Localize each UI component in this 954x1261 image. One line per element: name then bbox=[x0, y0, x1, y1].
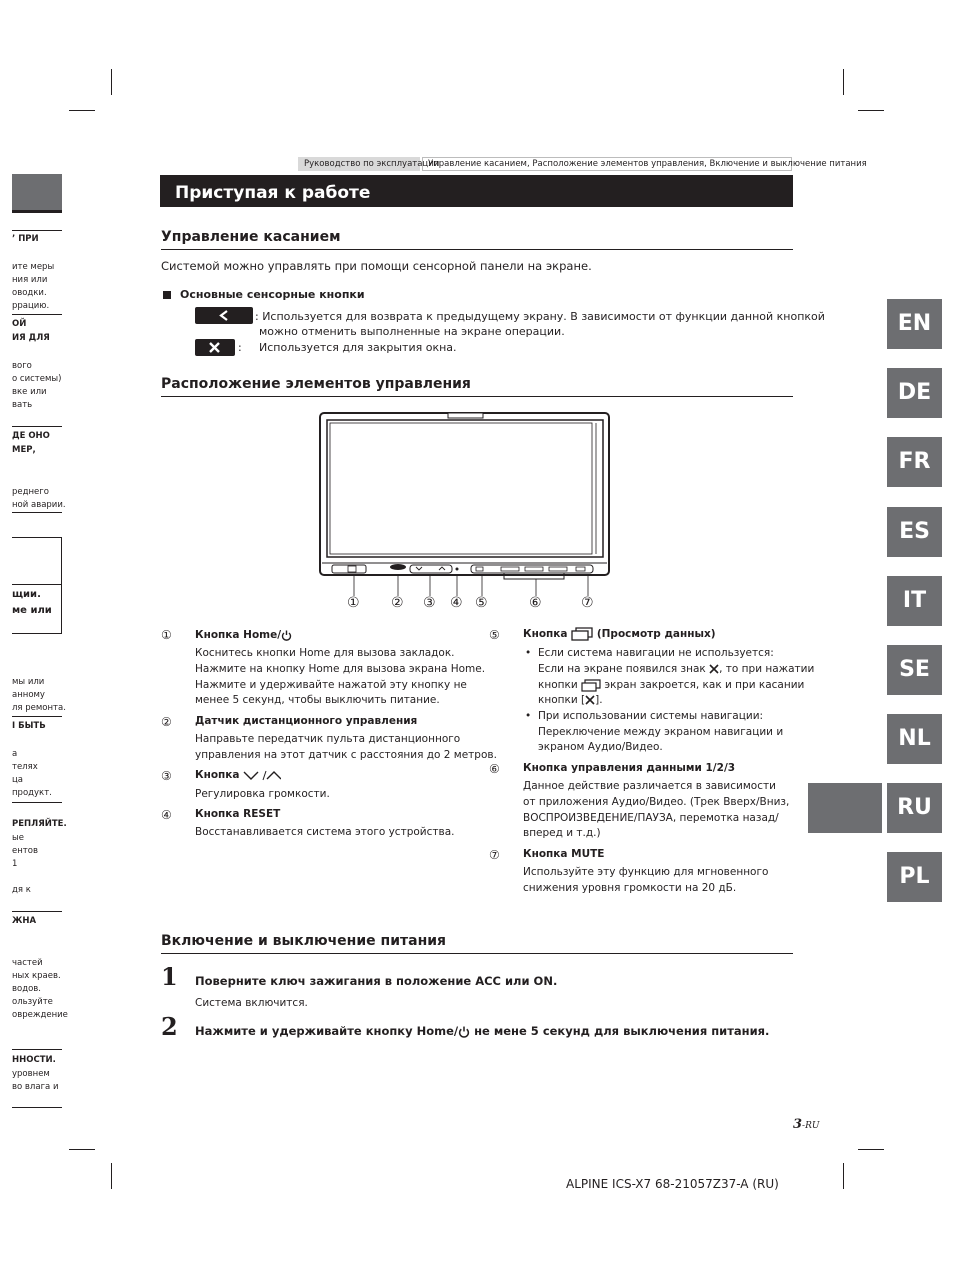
item-title-home bbox=[195, 627, 292, 643]
left-fragment: ользуйте bbox=[12, 997, 53, 1007]
lang-tab-es[interactable]: ES bbox=[887, 507, 942, 557]
lang-tab-se[interactable]: SE bbox=[887, 645, 942, 695]
crop-mark bbox=[858, 110, 884, 111]
left-rule bbox=[12, 512, 62, 513]
left-rule bbox=[12, 911, 62, 912]
footer-model: ALPINE ICS-X7 68-21057Z37-A (RU) bbox=[566, 1177, 779, 1191]
callout-6: ⑥ bbox=[529, 595, 542, 611]
touch-intro: Системой можно управлять при помощи сенсорной панели на экране. bbox=[161, 259, 592, 273]
lang-tab-de[interactable]: DE bbox=[887, 368, 942, 418]
left-fragment: вке или bbox=[12, 387, 47, 397]
item-title-data-control: Кнопка управления данными 1/2/3 bbox=[523, 762, 736, 774]
item-desc: Нажмите на кнопку Home для вызова экрана Home. bbox=[195, 663, 486, 675]
callout-7: ⑦ bbox=[581, 595, 594, 611]
left-fragment: ые bbox=[12, 833, 24, 843]
left-fragment: продукт. bbox=[12, 788, 52, 798]
item-desc bbox=[538, 692, 603, 708]
item-desc: Коснитесь кнопки Home для вызова закладок. bbox=[195, 647, 455, 659]
item-desc-text: Если на экране появился знак bbox=[538, 663, 706, 675]
left-fragment: вать bbox=[12, 400, 33, 410]
left-fragment: о системы) bbox=[12, 374, 62, 384]
item-number: ③ bbox=[161, 769, 172, 783]
item-desc: Если система навигации не используется: bbox=[538, 647, 774, 659]
lang-tab-it[interactable]: IT bbox=[887, 576, 942, 626]
info-display-icon bbox=[581, 679, 601, 692]
item-desc: Переключение между экраном навигации и bbox=[538, 726, 784, 738]
item-desc bbox=[538, 677, 804, 693]
left-rule bbox=[12, 426, 62, 427]
section-heading-power: Включение и выключение питания bbox=[161, 933, 793, 954]
left-fragment: I БЫТЬ bbox=[12, 721, 46, 731]
left-rule bbox=[12, 1049, 62, 1050]
close-x-icon bbox=[709, 664, 719, 674]
crop-mark bbox=[858, 1149, 884, 1150]
left-fragment: мы или bbox=[12, 677, 45, 687]
left-fragment: ИЯ ДЛЯ bbox=[12, 333, 50, 343]
left-fragment: реднего bbox=[12, 487, 49, 497]
left-rule bbox=[12, 230, 62, 231]
page-title: Приступая к работе bbox=[160, 175, 793, 210]
left-fragment: частей bbox=[12, 958, 43, 968]
close-x-icon bbox=[585, 695, 595, 705]
left-fragment: оводки. bbox=[12, 288, 47, 298]
bullet-dot: • bbox=[525, 710, 532, 722]
crop-mark bbox=[111, 69, 112, 95]
left-fragment: щии. bbox=[12, 589, 41, 600]
lang-tab-pl[interactable]: PL bbox=[887, 852, 942, 902]
section-heading-touch: Управление касанием bbox=[161, 229, 793, 250]
left-fragment: ДЕ ОНО bbox=[12, 431, 50, 441]
item-title-mute: Кнопка MUTE bbox=[523, 848, 605, 860]
left-fragment: водов. bbox=[12, 984, 41, 994]
item-title-reset: Кнопка RESET bbox=[195, 808, 281, 820]
item-desc-text: кнопки [ bbox=[538, 694, 586, 706]
step-sub: Система включится. bbox=[195, 997, 308, 1009]
page-number bbox=[793, 1113, 819, 1132]
step-text bbox=[195, 1023, 769, 1039]
item-desc: Восстанавливается система этого устройства. bbox=[195, 826, 455, 838]
close-button-desc: Используется для закрытия окна. bbox=[259, 341, 457, 354]
left-fragment: ной аварии. bbox=[12, 500, 66, 510]
left-fragment: ННОСТИ. bbox=[12, 1055, 56, 1065]
item-number: ④ bbox=[161, 808, 172, 822]
item-desc-text: , то при нажатии bbox=[719, 663, 815, 675]
left-fragment: а bbox=[12, 749, 18, 759]
item-title-sensor: Датчик дистанционного управления bbox=[195, 715, 418, 727]
item-desc: снижения уровня громкости на 20 дБ. bbox=[523, 882, 737, 894]
power-icon bbox=[281, 630, 292, 641]
bullet-square-icon bbox=[163, 291, 171, 299]
left-box bbox=[12, 537, 62, 634]
back-button-desc: : Используется для возврата к предыдущему экрану. В зависимости от функции данной кнопкой bbox=[255, 310, 825, 323]
crop-mark bbox=[843, 1163, 844, 1189]
volume-down-up-icon bbox=[243, 770, 281, 781]
crop-mark bbox=[69, 110, 95, 111]
item-title-text-2: (Просмотр данных) bbox=[596, 628, 716, 640]
left-fragment: ите меры bbox=[12, 262, 55, 272]
crop-mark bbox=[111, 1163, 112, 1189]
lang-tab-ru[interactable]: RU bbox=[887, 783, 942, 833]
item-desc: ВОСПРОИЗВЕДЕНИЕ/ПАУЗА, перемотка назад/ bbox=[523, 812, 779, 824]
left-fragment: вого bbox=[12, 361, 32, 371]
callout-1: ① bbox=[347, 595, 360, 611]
close-button-icon[interactable] bbox=[195, 339, 235, 356]
basic-buttons-heading: Основные сенсорные кнопки bbox=[180, 288, 365, 301]
page-number-value: 3 bbox=[793, 1117, 803, 1132]
close-colon: : bbox=[238, 341, 242, 354]
step-number: 2 bbox=[161, 1012, 178, 1041]
item-desc bbox=[538, 661, 814, 677]
lang-tab-en[interactable]: EN bbox=[887, 299, 942, 349]
left-rule bbox=[12, 314, 62, 315]
item-desc: управления на этот датчик с расстояния до 2 метров. bbox=[195, 749, 497, 761]
item-desc: Направьте передатчик пульта дистанционного bbox=[195, 733, 461, 745]
callout-2: ② bbox=[391, 595, 404, 611]
step-text-b: не мене 5 секунд для выключения питания. bbox=[470, 1024, 770, 1038]
left-fragment: ных краев. bbox=[12, 971, 61, 981]
callout-leaders bbox=[318, 575, 613, 597]
left-fragment: ме или bbox=[12, 605, 52, 616]
section-heading-controls: Расположение элементов управления bbox=[161, 376, 793, 397]
item-desc: вперед и т.д.) bbox=[523, 827, 601, 839]
callout-5: ⑤ bbox=[475, 595, 488, 611]
left-fragment: анному bbox=[12, 690, 45, 700]
left-rule bbox=[12, 716, 62, 717]
left-fragment: ца bbox=[12, 775, 23, 785]
left-fragment: дя к bbox=[12, 885, 31, 895]
step-number: 1 bbox=[161, 962, 178, 991]
step-text: Поверните ключ зажигания в положение ACC или ON. bbox=[195, 974, 558, 988]
item-desc: При использовании системы навигации: bbox=[538, 710, 764, 722]
item-desc: Данное действие различается в зависимости bbox=[523, 780, 776, 792]
left-fragment: ОЙ bbox=[12, 319, 27, 329]
item-title-text: Кнопка bbox=[195, 769, 240, 781]
left-rule bbox=[12, 584, 62, 585]
left-fragment: ЖНА bbox=[12, 916, 37, 926]
left-fragment: ля ремонта. bbox=[12, 703, 66, 713]
info-display-icon bbox=[571, 627, 593, 641]
left-fragment: МЕР, bbox=[12, 445, 36, 455]
left-page-title-block bbox=[12, 174, 62, 213]
item-desc: Нажмите и удерживайте нажатой эту кнопку не bbox=[195, 679, 467, 691]
item-number: ② bbox=[161, 715, 172, 729]
left-fragment: ния или bbox=[12, 275, 48, 285]
left-fragment: уровнем bbox=[12, 1069, 50, 1079]
item-desc: Регулировка громкости. bbox=[195, 788, 330, 800]
item-number: ⑥ bbox=[489, 762, 500, 776]
item-title-display bbox=[523, 626, 716, 642]
item-title-text: Кнопка Home/ bbox=[195, 629, 282, 641]
item-desc: Используйте эту функцию для мгновенного bbox=[523, 866, 769, 878]
left-fragment: во влага и bbox=[12, 1082, 59, 1092]
left-fragment: РЕПЛЯЙТЕ. bbox=[12, 819, 67, 829]
left-fragment: ентов bbox=[12, 846, 38, 856]
item-title-volume bbox=[195, 767, 281, 783]
active-lang-marker bbox=[808, 783, 882, 833]
page-number-suffix: -RU bbox=[802, 1121, 820, 1131]
lang-tab-nl[interactable]: NL bbox=[887, 714, 942, 764]
left-fragment: 1 bbox=[12, 859, 18, 869]
item-desc-text: ]. bbox=[595, 694, 603, 706]
item-number: ⑤ bbox=[489, 628, 500, 642]
power-icon bbox=[458, 1026, 470, 1038]
breadcrumb-manual[interactable]: Руководство по эксплуатации bbox=[298, 157, 420, 171]
item-title-text: Кнопка bbox=[523, 628, 568, 640]
left-rule bbox=[12, 1107, 62, 1108]
item-number: ① bbox=[161, 628, 172, 642]
callout-4: ④ bbox=[450, 595, 463, 611]
breadcrumb-section[interactable]: Управление касанием, Расположение элементов управления, Включение и выключение питания bbox=[422, 157, 792, 171]
back-button-desc-cont: можно отменить выполненные на экране операции. bbox=[259, 325, 565, 338]
item-desc: экраном Аудио/Видео. bbox=[538, 741, 663, 753]
callout-3: ③ bbox=[423, 595, 436, 611]
item-desc: от приложения Аудио/Видео. (Трек Вверх/Вниз, bbox=[523, 796, 790, 808]
crop-mark bbox=[843, 69, 844, 95]
step-text-a: Нажмите и удерживайте кнопку Home/ bbox=[195, 1024, 459, 1038]
left-fragment: овреждение bbox=[12, 1010, 68, 1020]
device-illustration bbox=[318, 411, 613, 581]
item-desc-text: кнопки bbox=[538, 679, 578, 691]
item-number: ⑦ bbox=[489, 848, 500, 862]
item-desc-text: экран закроется, как и при касании bbox=[604, 679, 805, 691]
back-button-icon[interactable] bbox=[195, 307, 253, 324]
crop-mark bbox=[69, 1149, 95, 1150]
left-fragment: телях bbox=[12, 762, 38, 772]
lang-tab-fr[interactable]: FR bbox=[887, 437, 942, 487]
bullet-dot: • bbox=[525, 647, 532, 659]
left-fragment: ’ ПРИ bbox=[12, 234, 39, 244]
left-fragment: ррацию. bbox=[12, 301, 50, 311]
left-rule bbox=[12, 802, 62, 803]
item-desc: менее 5 секунд, чтобы выключить питание. bbox=[195, 694, 440, 706]
